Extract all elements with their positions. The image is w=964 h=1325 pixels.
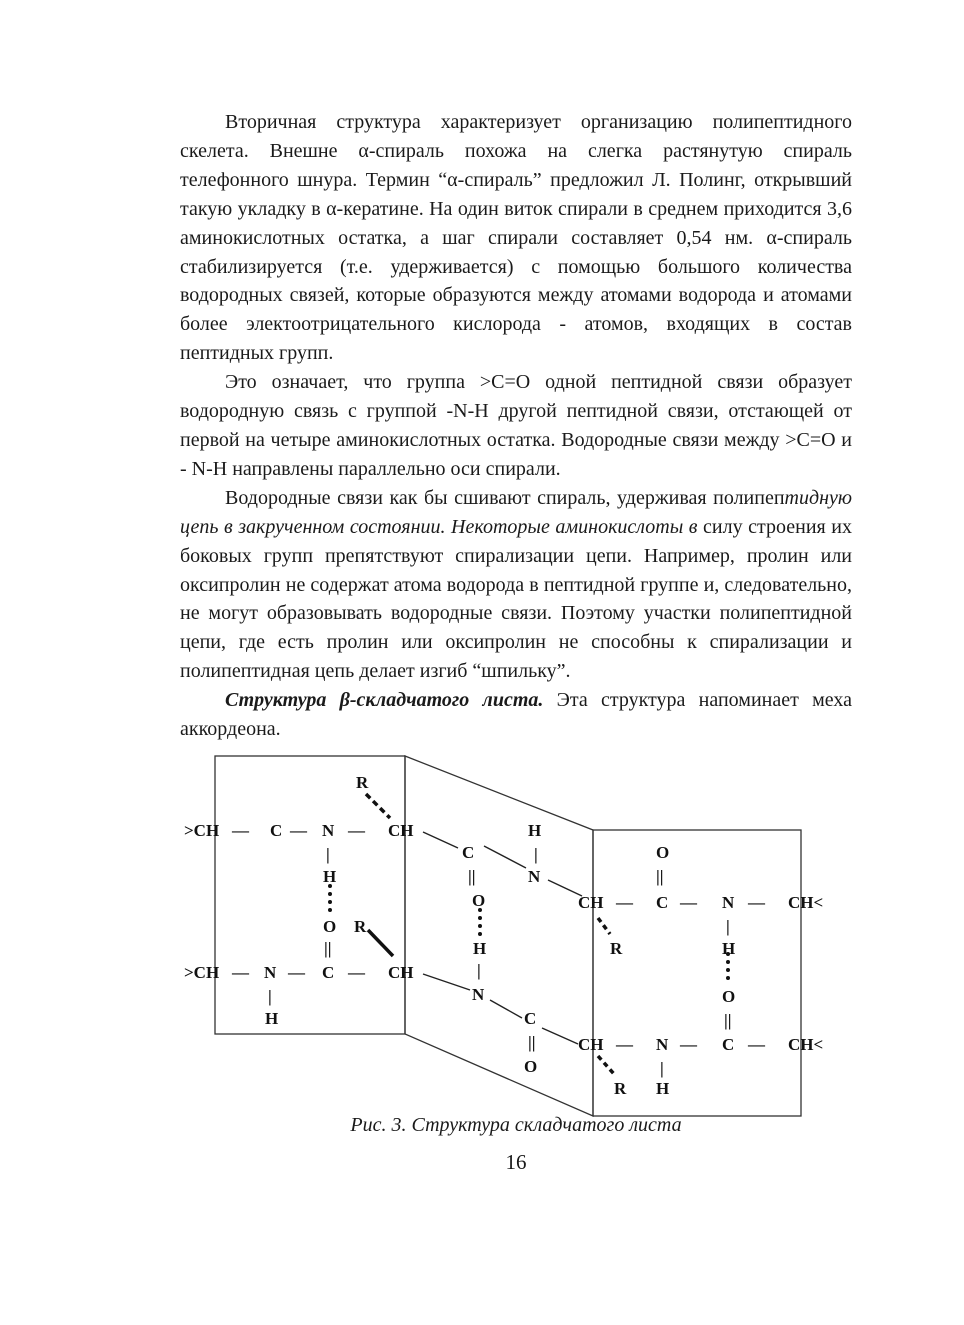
bond: — (290, 821, 307, 840)
beta-sheet-figure (178, 748, 838, 1128)
atom-h: H (656, 1079, 670, 1098)
atom-h: H (722, 939, 736, 958)
atom-n: N (722, 893, 735, 912)
atom-ch: CH (578, 893, 604, 912)
bond: — (232, 963, 249, 982)
atom-c: C (524, 1009, 537, 1028)
atom-h: H (323, 867, 337, 886)
atom-r: R (354, 917, 367, 936)
atom-ch-right: CH< (788, 893, 824, 912)
atom-ch: CH (578, 1035, 604, 1054)
atom-ch: CH (388, 963, 414, 982)
plane-left (215, 756, 405, 1034)
paragraph-start: Водородные связи как бы сшивают спираль, удерживая полипеп (225, 486, 785, 509)
paragraph-italic: тидную цепь в закрученном состоянии. Некоторые аминокислоты в (180, 486, 852, 538)
page-number: 16 (505, 1150, 527, 1174)
atom-ch-right: CH< (788, 1035, 824, 1054)
atom-o: O (524, 1057, 538, 1076)
bond-double: || (528, 1033, 536, 1052)
atom-h: H (265, 1009, 279, 1028)
atom-n: N (528, 867, 541, 886)
atom-h: H (528, 821, 542, 840)
atom-n: N (264, 963, 277, 982)
bond: | (660, 1059, 664, 1078)
bond: — (232, 821, 249, 840)
bond: | (726, 917, 730, 936)
bond: — (680, 1035, 697, 1054)
bond-double: || (468, 867, 476, 886)
atom-o: O (472, 891, 486, 910)
beta-sheet-diagram (178, 748, 838, 1128)
atom-c: C (462, 843, 475, 862)
bond: | (268, 987, 272, 1006)
bond: — (616, 893, 633, 912)
section-heading: Структура β-складчатого листа. (225, 689, 544, 712)
atom-c: C (722, 1035, 735, 1054)
bond: — (288, 963, 305, 982)
paragraph-end: силу строения их боковых групп препятствуют спирализации цепи. Например, пролин или оксипролин не содержат атома водорода в пептидной группе и, следовательно, не могут образовывать водородные связи. Поэтому участки полипептидной цепи, где есть пролин или оксипролин не способны к спирализации и полипептидная цепь делает изгиб “шпильку”. (180, 515, 852, 683)
bond: — (348, 821, 365, 840)
bond: — (748, 1035, 765, 1054)
chain-bonds (423, 832, 582, 1044)
atom-h: H (473, 939, 487, 958)
plane-middle (405, 756, 593, 1116)
paragraph-beta-text: Эта структура напоминает меха аккордеона. (180, 689, 852, 741)
body-text (180, 108, 852, 744)
atom-o: O (323, 917, 337, 936)
atom-r: R (610, 939, 623, 958)
paragraph-beta-sheet (180, 686, 852, 744)
atom-c: C (656, 893, 669, 912)
bond-double: || (324, 939, 332, 958)
atom-ch-left: >CH (184, 821, 220, 840)
atom-c: C (322, 963, 335, 982)
plane-right (593, 830, 801, 1116)
bond: — (348, 963, 365, 982)
atom-o: O (656, 843, 670, 862)
paragraph-helix-stabilization (180, 484, 852, 686)
paragraph-secondary-structure: Вторичная структура характеризует организацию полипептидного скелета. Внешне α-спираль похожа на слегка растянутую спираль телефонного шнура. Термин “α-спираль” предложил Л. Полинг, открывший такую укладку в α-кератине. На один виток спирали в среднем приходится 3,6 аминокислотных остатка, а шаг спирали составляет 0,54 нм. α-спираль стабилизируется (т.е. удерживается) с помощью большого количества водородных связей, которые образуются между атомами водорода и атомами более электоотрицательного кислорода - атомов, входящих в состав пептидных групп. (180, 111, 852, 365)
paragraph-hydrogen-bonds: Это означает, что группа >C=O одной пептидной связи образует водородную связь с группой -N-H другой пептидной связи, отстающей от первой на четыре аминокислотных остатка. Водородные связи между >C=O и - N-H направлены параллельно оси спирали. (180, 371, 852, 480)
bond: — (616, 1035, 633, 1054)
sheet-planes (215, 756, 801, 1116)
bond: — (748, 893, 765, 912)
bond: | (534, 845, 538, 864)
atom-ch-left: >CH (184, 963, 220, 982)
atom-n: N (656, 1035, 669, 1054)
figure-caption: Рис. 3. Структура складчатого листа (350, 1114, 682, 1136)
bond: — (680, 893, 697, 912)
bond-double: || (724, 1011, 732, 1030)
bond-double: || (656, 867, 664, 886)
atom-r: R (356, 773, 369, 792)
atom-c: C (270, 821, 283, 840)
bond: | (326, 845, 330, 864)
atom-n: N (472, 985, 485, 1004)
atom-o: O (722, 987, 736, 1006)
atom-n: N (322, 821, 335, 840)
atom-r: R (614, 1079, 627, 1098)
bond: | (477, 961, 481, 980)
atom-ch: CH (388, 821, 414, 840)
